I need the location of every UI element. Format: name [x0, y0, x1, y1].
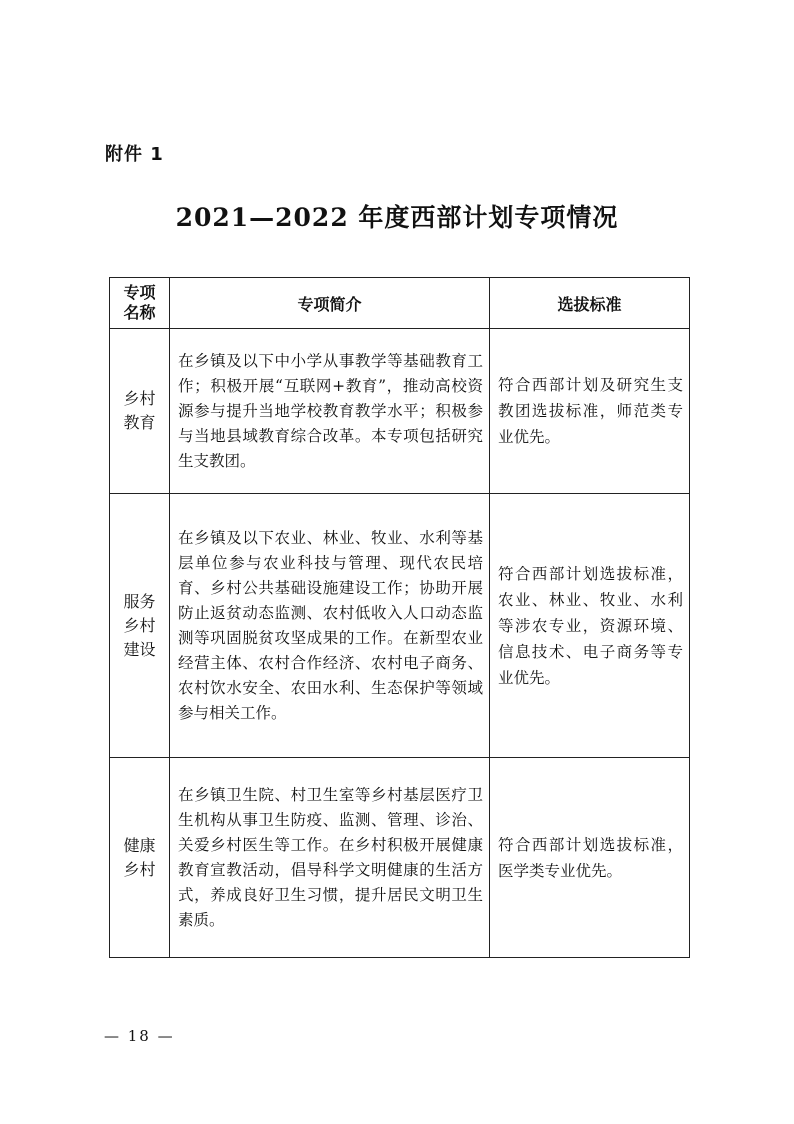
table-row	[110, 329, 690, 494]
program-intro: 在乡镇及以下农业、林业、牧业、水利等基层单位参与农业科技与管理、现代农民培育、乡村公共基础设施建设工作；协助开展防止返贫动态监测、农村低收入人口动态监测等巩固脱贫攻坚成果的工作。在新型农业经营主体、农村合作经济、农村电子商务、农村饮水安全、农田水利、生态保护等领域参与相关工作。	[170, 494, 490, 758]
selection-criteria: 符合西部计划及研究生支教团选拔标准，师范类专业优先。	[490, 329, 690, 494]
program-name: 服务 乡村 建设	[110, 494, 170, 758]
table-row	[110, 494, 690, 758]
page-number: — 18 —	[104, 1027, 175, 1045]
programs-table	[109, 277, 690, 958]
header-selection-criteria: 选拔标准	[490, 278, 690, 329]
table-row	[110, 758, 690, 958]
header-program-name: 专项 名称	[110, 278, 170, 329]
selection-criteria: 符合西部计划选拔标准，医学类专业优先。	[490, 758, 690, 958]
program-intro: 在乡镇卫生院、村卫生室等乡村基层医疗卫生机构从事卫生防疫、监测、管理、诊治、关爱乡村医生等工作。在乡村积极开展健康教育宣教活动，倡导科学文明健康的生活方式，养成良好卫生习惯，提升居民文明卫生素质。	[170, 758, 490, 958]
attachment-label: 附件 1	[105, 144, 164, 165]
header-program-intro: 专项简介	[170, 278, 490, 329]
selection-criteria: 符合西部计划选拔标准，农业、林业、牧业、水利等涉农专业，资源环境、信息技术、电子商务等专业优先。	[490, 494, 690, 758]
document-title: 2021—2022 年度西部计划专项情况	[175, 203, 619, 232]
program-intro: 在乡镇及以下中小学从事教学等基础教育工作；积极开展“互联网+教育”，推动高校资源参与提升当地学校教育教学水平；积极参与当地县域教育综合改革。本专项包括研究生支教团。	[170, 329, 490, 494]
program-name: 乡村 教育	[110, 329, 170, 494]
program-name: 健康 乡村	[110, 758, 170, 958]
table-header-row	[110, 278, 690, 329]
